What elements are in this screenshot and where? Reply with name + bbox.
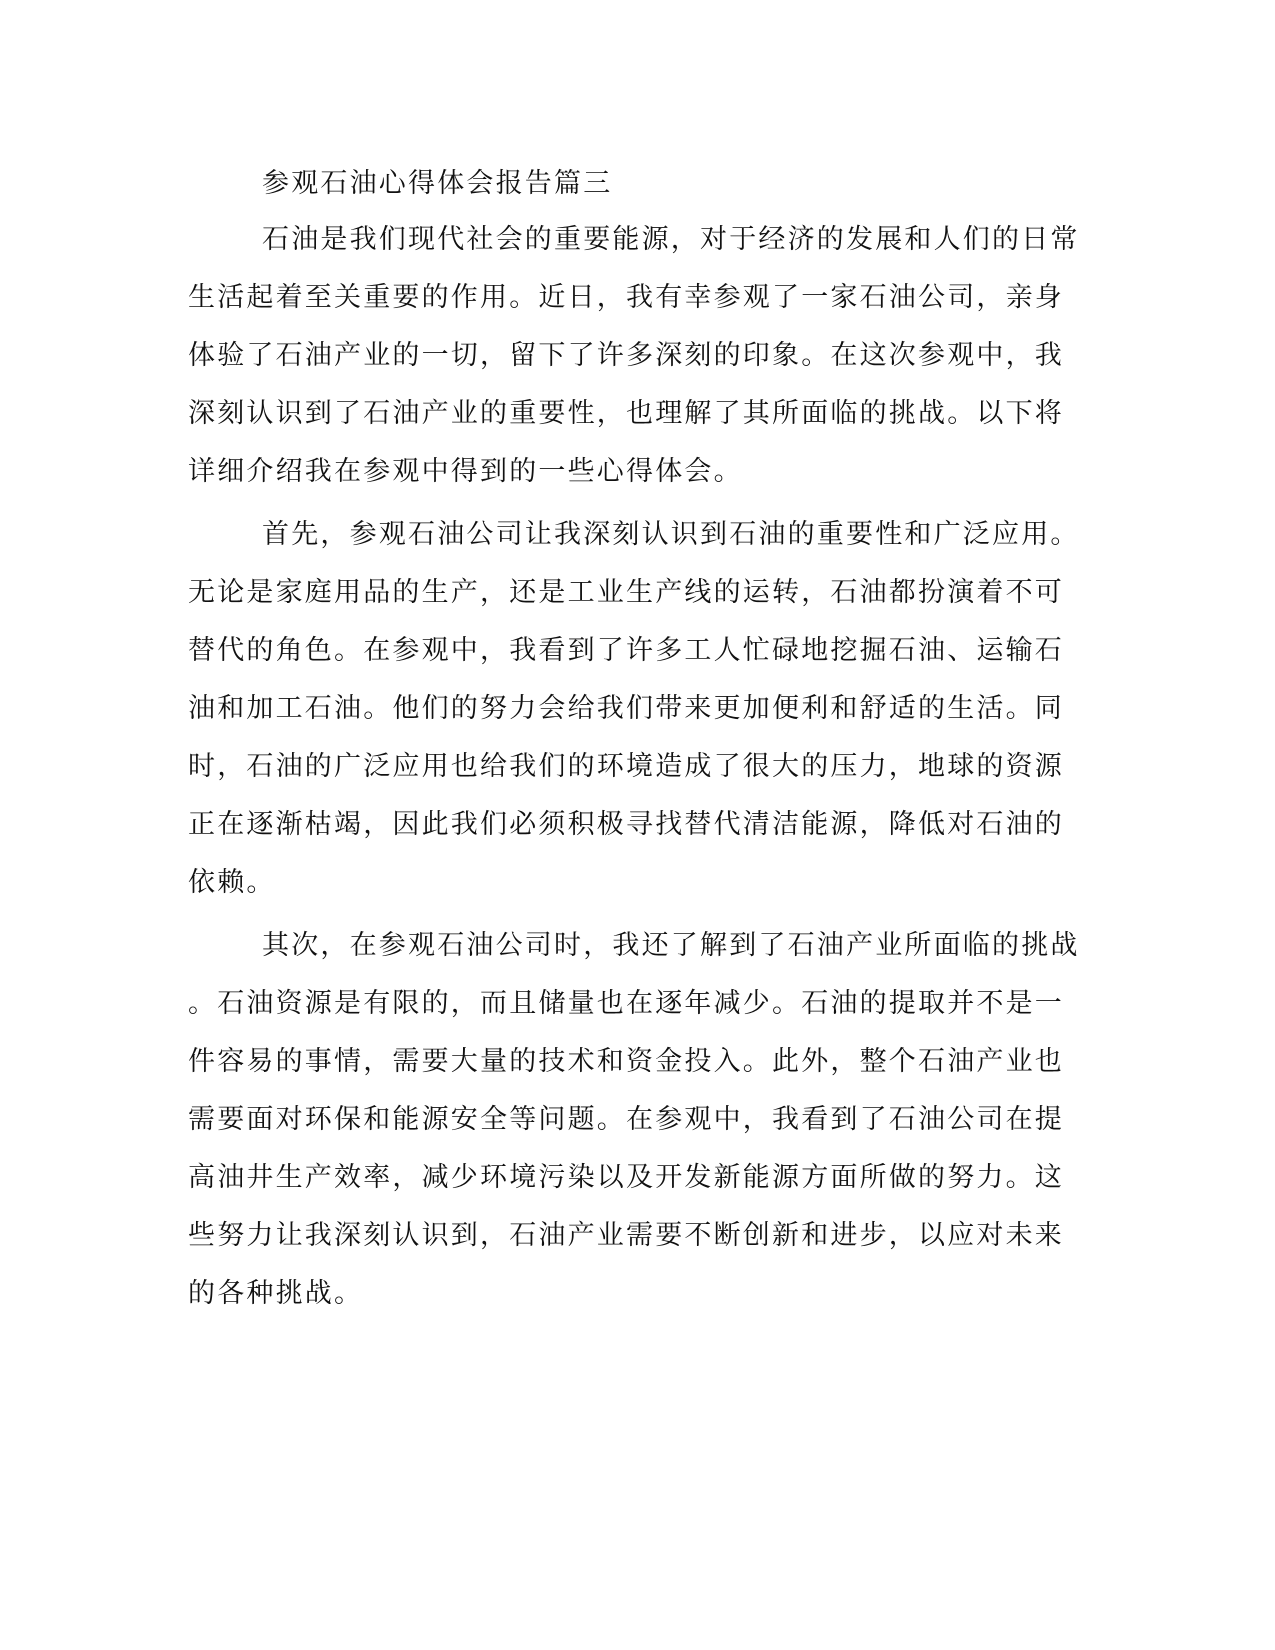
paragraph-2-line-1: 首先，参观石油公司让我深刻认识到石油的重要性和广泛应用。 xyxy=(262,519,1080,550)
paragraph-3-line-6: 些努力让我深刻认识到，石油产业需要不断创新和进步，以应对未来 xyxy=(188,1220,1064,1251)
paragraph-3-line-5: 高油井生产效率，减少环境污染以及开发新能源方面所做的努力。这 xyxy=(188,1162,1064,1193)
paragraph-1-line-4: 深刻认识到了石油产业的重要性，也理解了其所面临的挑战。以下将 xyxy=(188,398,1064,429)
paragraph-3-line-3: 件容易的事情，需要大量的技术和资金投入。此外，整个石油产业也 xyxy=(188,1046,1064,1077)
paragraph-1-line-5: 详细介绍我在参观中得到的一些心得体会。 xyxy=(188,456,743,487)
paragraph-2-line-2: 无论是家庭用品的生产，还是工业生产线的运转，石油都扮演着不可 xyxy=(188,577,1064,608)
paragraph-3-line-2: 。石油资源是有限的，而且储量也在逐年减少。石油的提取并不是一 xyxy=(188,988,1064,1019)
paragraph-1-line-1: 石油是我们现代社会的重要能源，对于经济的发展和人们的日常 xyxy=(262,224,1080,255)
paragraph-2-line-4: 油和加工石油。他们的努力会给我们带来更加便利和舒适的生活。同 xyxy=(188,693,1064,724)
paragraph-3-line-7: 的各种挑战。 xyxy=(188,1278,364,1309)
paragraph-3-line-1: 其次，在参观石油公司时，我还了解到了石油产业所面临的挑战 xyxy=(262,930,1080,961)
document-title: 参观石油心得体会报告篇三 xyxy=(262,168,613,199)
paragraph-2-line-6: 正在逐渐枯竭，因此我们必须积极寻找替代清洁能源，降低对石油的 xyxy=(188,809,1064,840)
paragraph-1-line-3: 体验了石油产业的一切，留下了许多深刻的印象。在这次参观中，我 xyxy=(188,340,1064,371)
paragraph-2-line-3: 替代的角色。在参观中，我看到了许多工人忙碌地挖掘石油、运输石 xyxy=(188,635,1064,666)
paragraph-2-line-5: 时，石油的广泛应用也给我们的环境造成了很大的压力，地球的资源 xyxy=(188,751,1064,782)
paragraph-3-line-4: 需要面对环保和能源安全等问题。在参观中，我看到了石油公司在提 xyxy=(188,1104,1064,1135)
paragraph-1-line-2: 生活起着至关重要的作用。近日，我有幸参观了一家石油公司，亲身 xyxy=(188,282,1064,313)
paragraph-2-line-7: 依赖。 xyxy=(188,867,276,898)
